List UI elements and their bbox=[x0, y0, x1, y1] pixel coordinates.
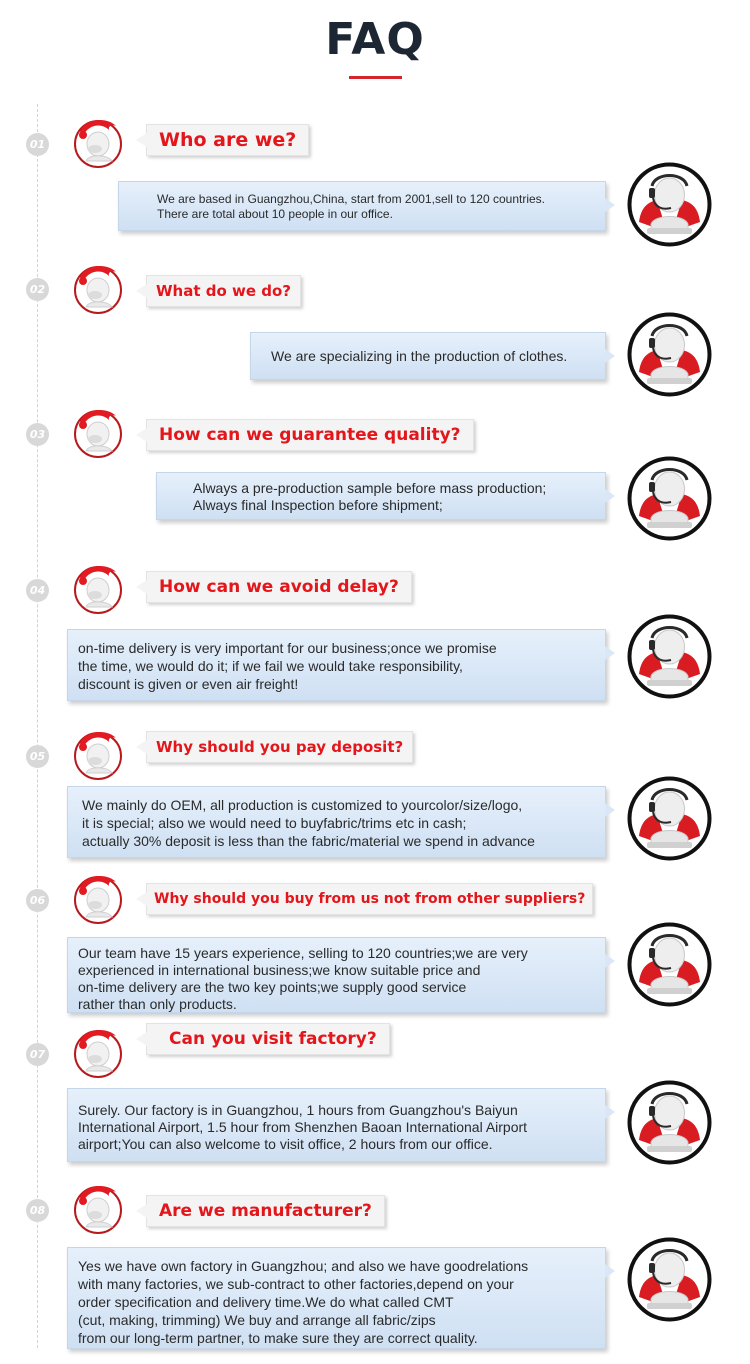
answer-5: We mainly do OEM, all production is customized to yourcolor/size/logo, it is special; also we would need to buyfabric/trims etc in cash; actually 30% deposit is less than the fabric/material we spend in advance bbox=[67, 786, 606, 858]
faq-number-02: 02 bbox=[26, 278, 49, 301]
question-2: What do we do? bbox=[146, 275, 301, 307]
answer-4: on-time delivery is very important for our business;once we promise the time, we would do it; if we fail we would take responsibility, discount is given or even air freight! bbox=[67, 629, 606, 701]
answer-2: We are specializing in the production of clothes. bbox=[250, 332, 606, 380]
faq-number-07: 07 bbox=[26, 1043, 49, 1066]
faq-number-06: 06 bbox=[26, 889, 49, 912]
question-7: Can you visit factory? bbox=[146, 1023, 390, 1055]
customer-avatar-icon bbox=[72, 1026, 124, 1078]
support-agent-icon bbox=[627, 614, 712, 699]
support-agent-icon bbox=[627, 1080, 712, 1165]
answer-8: Yes we have own factory in Guangzhou; and also we have goodrelations with many factories, we sub-contract to other factories,depend on your order specification and delivery time.We do what called CMT (cut, making, trimming) We buy and arrange all fabric/zips from our long-term partner, to make sure they are correct quality. bbox=[67, 1247, 606, 1349]
question-3: How can we guarantee quality? bbox=[146, 419, 474, 451]
customer-avatar-icon bbox=[72, 1182, 124, 1234]
question-4: How can we avoid delay? bbox=[146, 571, 412, 603]
answer-6: Our team have 15 years experience, selling to 120 countries;we are very experienced in international business;we know suitable price and on-time delivery are the two key points;we supply good service rather than only products. bbox=[67, 937, 606, 1013]
answer-7: Surely. Our factory is in Guangzhou, 1 hours from Guangzhou's Baiyun International Airport, 1.5 hour from Shenzhen Baoan International Airport airport;You can also welcome to visit office, 2 hours from our office. bbox=[67, 1088, 606, 1162]
customer-avatar-icon bbox=[72, 406, 124, 458]
support-agent-icon bbox=[627, 776, 712, 861]
support-agent-icon bbox=[627, 1237, 712, 1322]
page-title: FAQ bbox=[325, 14, 425, 65]
customer-avatar-icon bbox=[72, 562, 124, 614]
question-5: Why should you pay deposit? bbox=[146, 731, 413, 763]
support-agent-icon bbox=[627, 922, 712, 1007]
answer-3: Always a pre-production sample before mass production; Always final Inspection before shipment; bbox=[156, 472, 606, 520]
customer-avatar-icon bbox=[72, 116, 124, 168]
customer-avatar-icon bbox=[72, 728, 124, 780]
customer-avatar-icon bbox=[72, 872, 124, 924]
title-underline bbox=[349, 76, 402, 79]
support-agent-icon bbox=[627, 312, 712, 397]
faq-number-04: 04 bbox=[26, 579, 49, 602]
question-1: Who are we? bbox=[146, 124, 309, 156]
customer-avatar-icon bbox=[72, 262, 124, 314]
faq-number-01: 01 bbox=[26, 133, 49, 156]
support-agent-icon bbox=[627, 456, 712, 541]
faq-number-05: 05 bbox=[26, 745, 49, 768]
faq-number-03: 03 bbox=[26, 423, 49, 446]
answer-1: We are based in Guangzhou,China, start from 2001,sell to 120 countries. There are total about 10 people in our office. bbox=[118, 181, 606, 231]
faq-number-08: 08 bbox=[26, 1199, 49, 1222]
support-agent-icon bbox=[627, 162, 712, 247]
question-6: Why should you buy from us not from other suppliers? bbox=[146, 883, 593, 915]
question-8: Are we manufacturer? bbox=[146, 1195, 385, 1227]
